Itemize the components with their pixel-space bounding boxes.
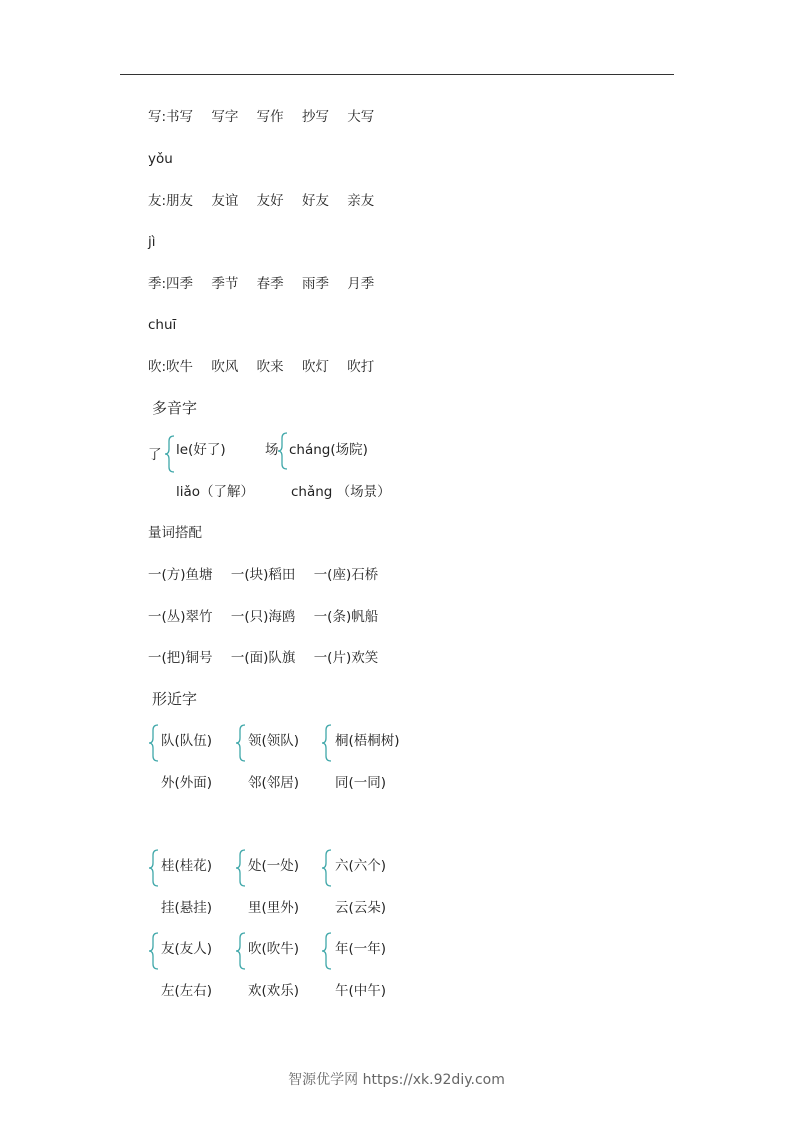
measure-row [148, 649, 378, 667]
word: 友好 [256, 193, 284, 209]
similar-char-bottom: 邻(邻居) [248, 775, 300, 791]
similar-char-bottom: 午(中午) [335, 983, 387, 999]
footer-watermark: 智源优学网 https://xk.92diy.com [288, 1072, 505, 1088]
similar-char-bottom: 外(外面) [161, 775, 213, 791]
brace-icon [235, 724, 247, 762]
measure-phrase: 一(把)铜号 [148, 650, 213, 666]
word-lead: 写:书写 [148, 109, 194, 125]
word-lead: 友:朋友 [148, 193, 194, 209]
similar-char-bottom: 左(左右) [161, 983, 213, 999]
pinyin-chui: chuī [148, 317, 177, 333]
word: 亲友 [347, 193, 375, 209]
measure-phrase: 一(块)稻田 [230, 567, 296, 583]
word: 写作 [256, 109, 284, 125]
brace-icon [164, 435, 176, 473]
similar-char-top: 桐(梧桐树) [335, 733, 400, 749]
brace-icon [148, 849, 160, 887]
similar-char-top: 领(领队) [248, 733, 300, 749]
polyphone-reading: cháng(场院) [289, 442, 368, 458]
word: 抄写 [301, 109, 329, 125]
brace-icon [235, 932, 247, 970]
word: 月季 [347, 276, 375, 292]
word: 好友 [301, 193, 329, 209]
similar-char-top: 六(六个) [335, 858, 387, 874]
word: 友谊 [211, 193, 239, 209]
section-heading-xingjin: 形近字 [152, 690, 198, 708]
word: 吹风 [211, 359, 239, 375]
brace-icon [148, 932, 160, 970]
brace-icon [321, 724, 333, 762]
similar-char-top: 年(一年) [335, 941, 387, 957]
word: 吹灯 [301, 359, 329, 375]
word-lead: 吹:吹牛 [148, 359, 194, 375]
polyphone-reading: le(好了) [176, 442, 226, 458]
pinyin-ji: jì [148, 234, 156, 250]
measure-phrase: 一(只)海鸥 [230, 609, 296, 625]
word: 大写 [347, 109, 375, 125]
similar-char-top: 吹(吹牛) [248, 941, 300, 957]
similar-char-bottom: 里(里外) [248, 900, 300, 916]
polyphone-char: 场 [265, 442, 279, 458]
brace-icon [235, 849, 247, 887]
header-rule [120, 74, 674, 75]
brace-icon [277, 432, 289, 470]
word-line-you [148, 192, 374, 210]
word: 吹来 [256, 359, 284, 375]
polyphone-reading: chǎng （场景） [291, 484, 391, 500]
pinyin-you: yǒu [148, 151, 173, 167]
section-heading-duoyin: 多音字 [152, 399, 198, 417]
similar-char-bottom: 云(云朵) [335, 900, 387, 916]
similar-char-top: 友(友人) [161, 941, 213, 957]
measure-phrase: 一(座)石桥 [313, 567, 379, 583]
similar-char-top: 处(一处) [248, 858, 300, 874]
word: 春季 [256, 276, 284, 292]
similar-char-top: 队(队伍) [161, 733, 213, 749]
measure-phrase: 一(丛)翠竹 [148, 609, 213, 625]
word-line-ji [148, 275, 374, 293]
similar-char-bottom: 同(一同) [335, 775, 387, 791]
measure-phrase: 一(面)队旗 [230, 650, 296, 666]
measure-phrase: 一(片)欢笑 [313, 650, 379, 666]
word-line-xie [148, 108, 374, 126]
measure-row [148, 566, 378, 584]
polyphone-char: 了 [148, 447, 162, 463]
measure-phrase: 一(条)帆船 [313, 609, 379, 625]
word: 季节 [211, 276, 239, 292]
brace-icon [148, 724, 160, 762]
similar-char-top: 桂(桂花) [161, 858, 213, 874]
brace-icon [321, 932, 333, 970]
polyphone-reading: liǎo（了解） [176, 484, 255, 500]
brace-icon [321, 849, 333, 887]
word-line-chui [148, 358, 374, 376]
measure-phrase: 一(方)鱼塘 [148, 567, 213, 583]
word: 雨季 [301, 276, 329, 292]
similar-char-bottom: 欢(欢乐) [248, 983, 300, 999]
word-lead: 季:四季 [148, 276, 194, 292]
measure-row [148, 608, 378, 626]
similar-char-bottom: 挂(悬挂) [161, 900, 213, 916]
word: 吹打 [347, 359, 375, 375]
section-heading-liangci: 量词搭配 [148, 525, 202, 541]
word: 写字 [211, 109, 239, 125]
